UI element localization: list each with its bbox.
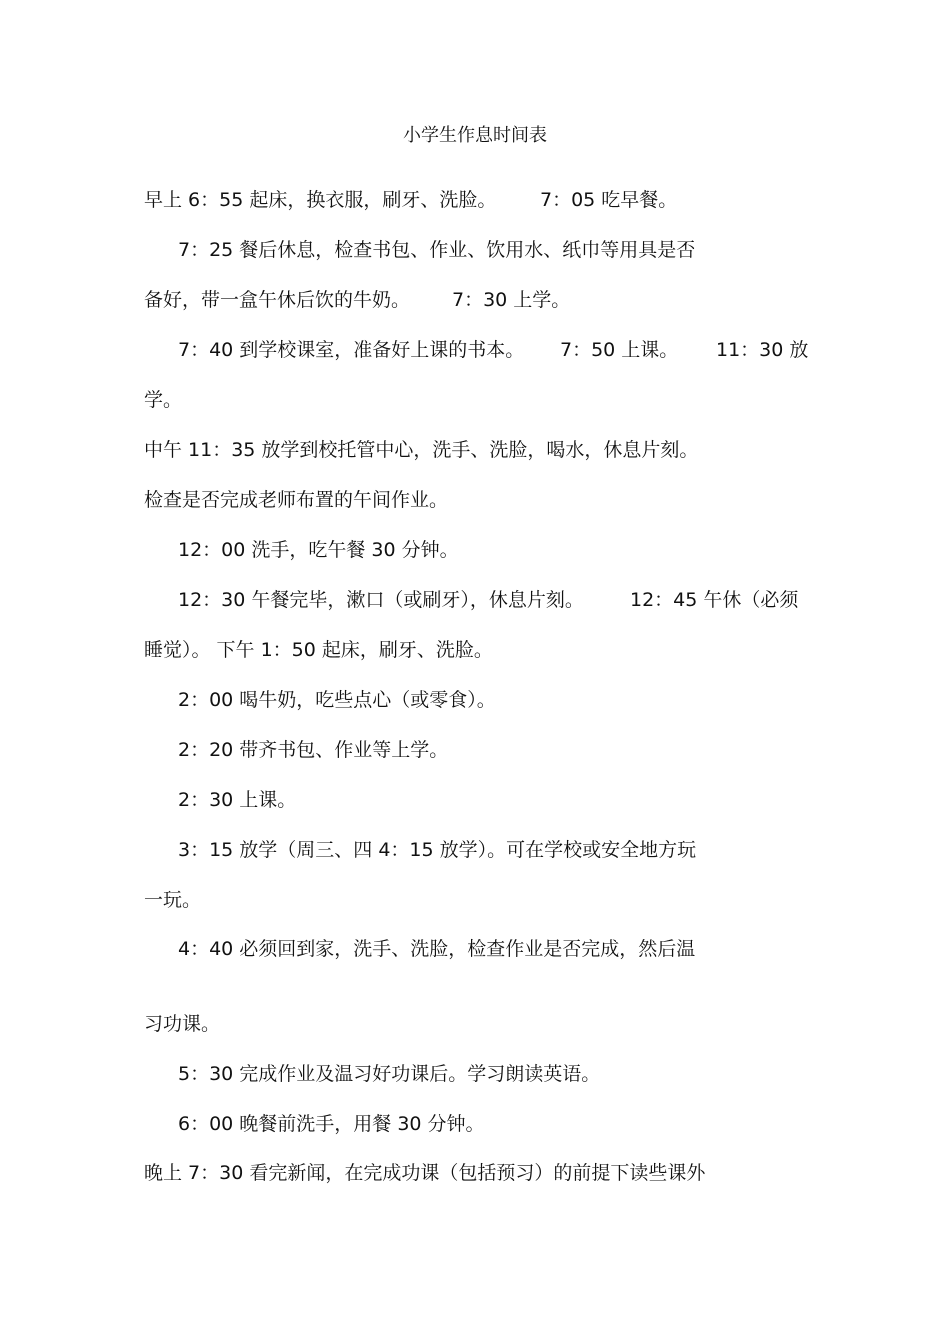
line-segment: 7：05 吃早餐。	[540, 189, 678, 211]
line-segment: 2：20 带齐书包、作业等上学。	[178, 739, 449, 761]
line-segment: 12：30 午餐完毕，漱口（或刷牙），休息片刻。	[178, 589, 584, 611]
line-segment: 学。	[144, 389, 183, 411]
line-segment: 早上 6：55 起床，换衣服，刷牙、洗脸。	[144, 189, 497, 211]
line-segment: 中午 11：35 放学到校托管中心，洗手、洗脸，喝水，休息片刻。	[144, 439, 699, 461]
line-segment: 11：30 放	[716, 339, 809, 361]
line-segment: 2：00 喝牛奶，吃些点心（或零食）。	[178, 689, 496, 711]
line-segment: 7：25 餐后休息，检查书包、作业、饮用水、纸巾等用具是否	[178, 239, 696, 261]
line-segment: 晚上 7：30 看完新闻，在完成功课（包括预习）的前提下读些课外	[144, 1162, 706, 1184]
line-segment: 习功课。	[144, 1013, 221, 1035]
line-segment: 7：30 上学。	[452, 289, 571, 311]
line-segment: 6：00 晚餐前洗手，用餐 30 分钟。	[178, 1113, 485, 1135]
line-segment: 5：30 完成作业及温习好功课后。学习朗读英语。	[178, 1063, 601, 1085]
line-segment: 7：40 到学校课室，准备好上课的书本。	[178, 339, 525, 361]
line-segment: 睡觉）。 下午 1：50 起床，刷牙、洗脸。	[144, 639, 493, 661]
line-segment: 2：30 上课。	[178, 789, 297, 811]
document-title: 小学生作息时间表	[403, 125, 547, 146]
line-segment: 备好，带一盒午休后饮的牛奶。	[144, 289, 411, 311]
line-segment: 一玩。	[144, 889, 202, 911]
line-segment: 4：40 必须回到家，洗手、洗脸，检查作业是否完成，然后温	[178, 938, 696, 960]
line-segment: 3：15 放学（周三、四 4：15 放学）。可在学校或安全地方玩	[178, 839, 697, 861]
line-segment: 检查是否完成老师布置的午间作业。	[144, 489, 449, 511]
line-segment: 12：45 午休（必须	[630, 589, 799, 611]
line-segment: 12：00 洗手，吃午餐 30 分钟。	[178, 539, 459, 561]
line-segment: 7：50 上课。	[560, 339, 679, 361]
